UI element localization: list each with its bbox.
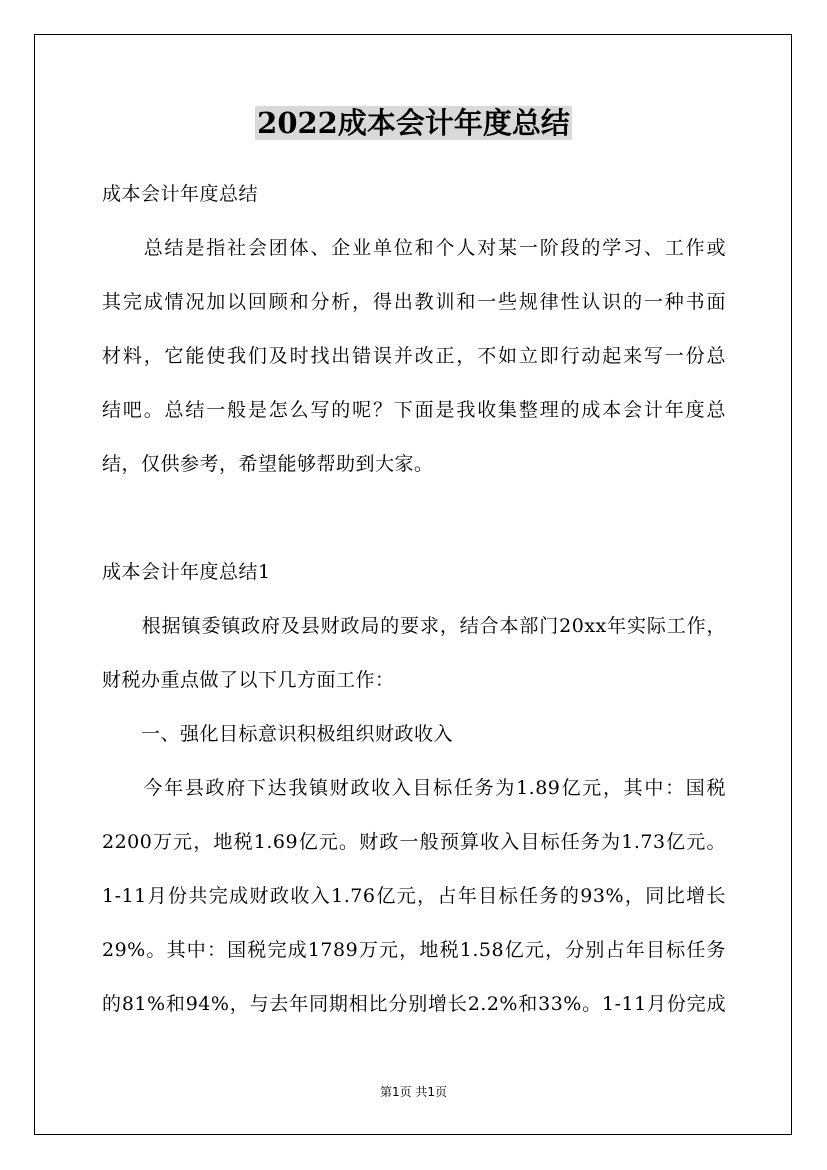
paragraph-line: 2200万元，地税1.69亿元。财政一般预算收入目标任务为1.73亿元。 bbox=[102, 831, 726, 853]
page-footer: 第1页 共1页 bbox=[379, 1085, 448, 1099]
subsection-heading: 一、强化目标意识积极组织财政收入 bbox=[102, 723, 454, 745]
paragraph-line: 今年县政府下达我镇财政收入目标任务为1.89亿元，其中：国税 bbox=[102, 777, 726, 799]
paragraph-line: 材料，它能使我们及时找出错误并改正，不如立即行动起来写一份总 bbox=[102, 345, 726, 367]
paragraph-line: 根据镇委镇政府及县财政局的要求，结合本部门20xx年实际工作， bbox=[102, 615, 726, 637]
paragraph-line: 总结是指社会团体、企业单位和个人对某一阶段的学习、工作或 bbox=[102, 237, 726, 259]
section-heading: 成本会计年度总结1 bbox=[102, 561, 271, 583]
paragraph-line: 的81%和94%，与去年同期相比分别增长2.2%和33%。1-11月份完成 bbox=[102, 993, 726, 1015]
paragraph-line: 财税办重点做了以下几方面工作： bbox=[102, 669, 395, 691]
paragraph-line: 1-11月份共完成财政收入1.76亿元，占年目标任务的93%，同比增长 bbox=[102, 885, 726, 907]
document-title bbox=[0, 101, 827, 145]
document-title-text: 2022成本会计年度总结 bbox=[257, 106, 570, 140]
paragraph-line: 其完成情况加以回顾和分析，得出教训和一些规律性认识的一种书面 bbox=[102, 291, 726, 313]
paragraph-line: 结吧。总结一般是怎么写的呢？下面是我收集整理的成本会计年度总 bbox=[102, 399, 726, 421]
section-heading: 成本会计年度总结 bbox=[102, 183, 259, 205]
paragraph-line: 结，仅供参考，希望能够帮助到大家。 bbox=[102, 453, 434, 475]
paragraph-line: 29%。其中：国税完成1789万元，地税1.58亿元，分别占年目标任务 bbox=[102, 939, 726, 961]
